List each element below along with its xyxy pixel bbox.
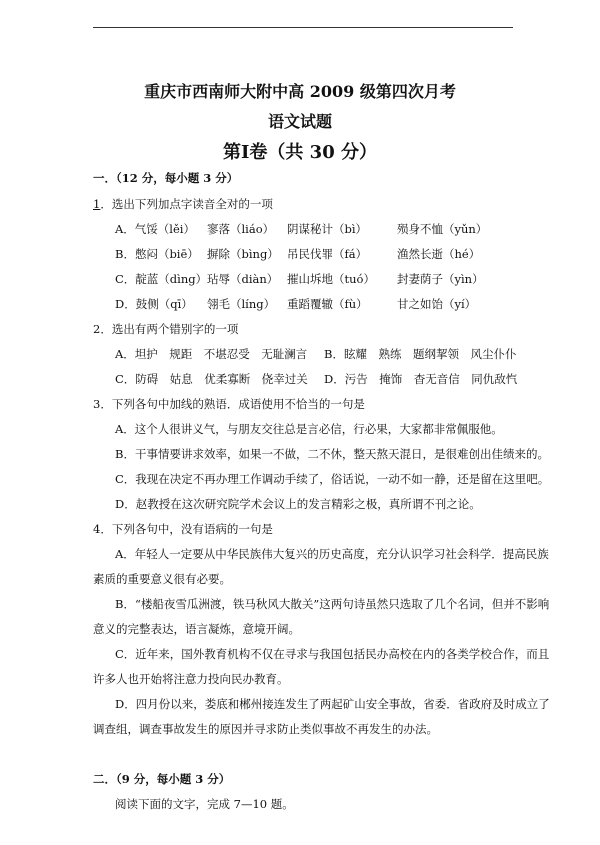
exam-title: 重庆市西南师大附中高 2009 级第四次月考: [144, 82, 456, 101]
q4-stem: 4．下列各句中，没有语病的一句是: [93, 522, 273, 536]
top-rule: [93, 27, 513, 28]
exam-subject: 语文试题: [267, 112, 332, 131]
section2-intro: 阅读下面的文字，完成 7—10 题。: [115, 797, 294, 811]
q1-stem: 1．选出下列加点字读音全对的一项: [93, 197, 273, 211]
q1-option-b: B．憋闷（biē） 摒除（bìng） 吊民伐罪（fá） 渔然长逝（hé）: [115, 247, 481, 261]
q4-option-c-line2: 许多人也开始将注意力投向民办教育。: [93, 672, 289, 686]
q2-option-c: C．防碍 姑息 优柔寡断 侥幸过关: [115, 372, 308, 386]
q2-option-d: D．污告 掩饰 杳无音信 同仇敌忾: [324, 372, 518, 386]
q2-option-a: A．坦护 规距 不堪忍受 无耻澜言: [115, 347, 308, 361]
q1-option-c: C．靛蓝（dìng）玷辱（diàn） 摧山坼地（tuó） 封妻荫子（yìn）: [115, 272, 484, 286]
q3-option-d: D．赵教授在这次研究院学术会议上的发言精彩之极，真所谓不刊之论。: [115, 497, 481, 511]
q3-stem: 3．下列各句中加线的熟语．成语使用不恰当的一句是: [93, 397, 365, 411]
q3-option-c: C．我现在决定不再办理工作调动手续了，俗话说，一动不如一静，还是留在这里吧。: [115, 472, 550, 486]
q3-option-a: A．这个人很讲义气，与朋友交往总是言必信，行必果，大家都非常佩服他。: [115, 422, 503, 436]
q2-option-b: B．眩耀 熟练 题纲挈领 风尘仆仆: [324, 347, 517, 361]
q4-option-b-line2: 意义的完整表达，语言凝炼，意境开阔。: [93, 622, 300, 636]
q4-option-c-line1: C．近年来，国外教育机构不仅在寻求与我国包括民办高校在内的各类学校合作，而且: [115, 647, 550, 661]
q1-option-d: D．鼓侧（qī） 翎毛（líng） 重蹈覆辙（fù） 甘之如饴（yí）: [115, 297, 477, 311]
volume-title: 第Ⅰ卷（共 30 分）: [222, 142, 377, 163]
q1-option-a: A．气馁（lěi） 寥落（liáo） 阴谋秘计（bì） 殒身不恤（yǔn）: [115, 222, 488, 236]
q4-option-b-line1: B．“楼船夜雪瓜洲渡，铁马秋风大散关”这两句诗虽然只选取了几个名词，但并不影响: [115, 597, 550, 611]
q4-option-a-line2: 素质的重要意义很有必要。: [93, 572, 231, 586]
q2-stem: 2．选出有两个错别字的一项: [93, 322, 239, 336]
q4-option-a-line1: A．年轻人一定要从中华民族伟大复兴的历史高度，充分认识学习社会科学．提高民族: [115, 547, 549, 561]
q4-option-d-line2: 调查组，调查事故发生的原因并寻求防止类似事故不再发生的办法。: [93, 722, 438, 736]
section1-heading: 一．（12 分，每小题 3 分）: [93, 171, 239, 185]
q3-option-b: B．干事情要讲求效率，如果一不做，二不休，整天熬天混日，是很难创出佳绩来的。: [115, 447, 549, 461]
q4-option-d-line1: D．四月份以来，娄底和郴州接连发生了两起矿山安全事故，省委．省政府及时成立了: [115, 697, 550, 711]
q1-number: 1: [93, 197, 101, 211]
section2-heading: 二．（9 分，每小题 3 分）: [93, 772, 231, 786]
